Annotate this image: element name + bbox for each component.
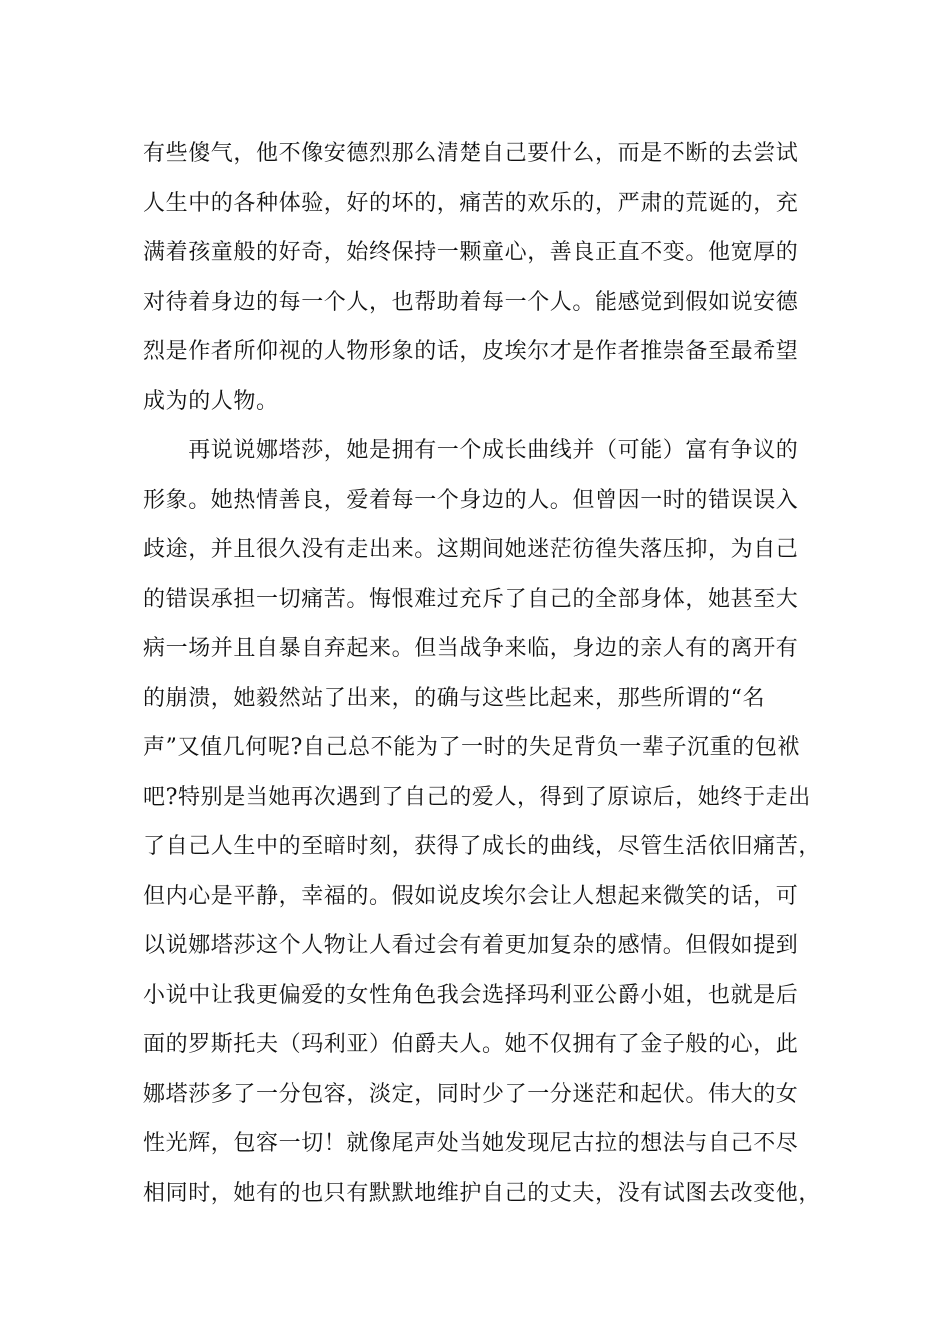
paragraph-start-line: 再说说娜塔莎，她是拥有一个成长曲线并（可能）富有争议的 bbox=[143, 438, 799, 463]
text-line: 对待着身边的每一个人，也帮助着每一个人。能感觉到假如说安德 bbox=[143, 289, 799, 315]
text-line: 的崩溃，她毅然站了出来，的确与这些比起来，那些所谓的“名 bbox=[143, 685, 766, 711]
text-line: 声”又值几何呢?自己总不能为了一时的失足背负一辈子沉重的包袱 bbox=[143, 735, 801, 760]
text-line: 病一场并且自暴自弃起来。但当战争来临，身边的亲人有的离开有 bbox=[143, 636, 799, 661]
text-line: 相同时，她有的也只有默默地维护自己的丈夫，没有试图去改变他， bbox=[143, 1180, 822, 1206]
text-line: 娜塔莎多了一分包容，淡定，同时少了一分迷茫和起伏。伟大的女 bbox=[143, 1081, 799, 1107]
text-line: 但内心是平静，幸福的。假如说皮埃尔会让人想起来微笑的话，可 bbox=[143, 883, 799, 909]
text-line: 成为的人物。 bbox=[143, 388, 279, 414]
text-line: 面的罗斯托夫（玛利亚）伯爵夫人。她不仅拥有了金子般的心，此 bbox=[143, 1032, 799, 1057]
text-line: 了自己人生中的至暗时刻，获得了成长的曲线，尽管生活依旧痛苦， bbox=[143, 834, 822, 859]
text-line: 烈是作者所仰视的人物形象的话，皮埃尔才是作者推崇备至最希望 bbox=[143, 339, 799, 364]
text-line: 吧?特别是当她再次遇到了自己的爱人，得到了原谅后，她终于走出 bbox=[143, 784, 811, 810]
text-line: 歧途，并且很久没有走出来。这期间她迷茫彷徨失落压抑，为自己 bbox=[143, 537, 799, 562]
text-line: 满着孩童般的好奇，始终保持一颗童心，善良正直不变。他宽厚的 bbox=[143, 240, 799, 265]
body-text bbox=[143, 129, 823, 1218]
text-line: 人生中的各种体验，好的坏的，痛苦的欢乐的，严肃的荒诞的，充 bbox=[143, 190, 799, 216]
text-line: 形象。她热情善良，爱着每一个身边的人。但曾因一时的错误误入 bbox=[143, 487, 799, 513]
text-line: 性光辉，包容一切！就像尾声处当她发现尼古拉的想法与自己不尽 bbox=[143, 1131, 799, 1156]
text-line: 小说中让我更偏爱的女性角色我会选择玛利亚公爵小姐，也就是后 bbox=[143, 982, 799, 1008]
text-line: 的错误承担一切痛苦。悔恨难过充斥了自己的全部身体，她甚至大 bbox=[143, 586, 799, 612]
text-line: 有些傻气，他不像安德烈那么清楚自己要什么，而是不断的去尝试 bbox=[143, 141, 799, 166]
text-line: 以说娜塔莎这个人物让人看过会有着更加复杂的感情。但假如提到 bbox=[143, 933, 799, 958]
